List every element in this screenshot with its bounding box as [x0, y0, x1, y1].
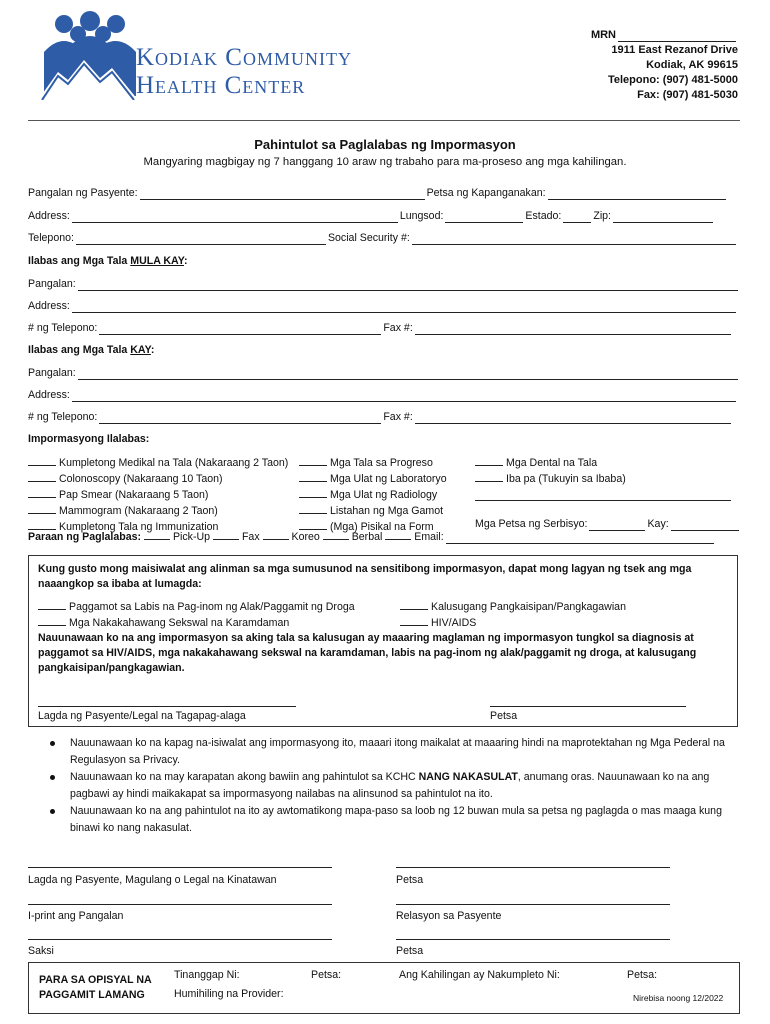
record-label: Listahan ng Mga Gamot	[330, 505, 444, 517]
record-checkbox-line[interactable]	[28, 455, 56, 466]
patient-phone-field[interactable]	[76, 233, 326, 245]
from-heading-pre: Ilabas ang Mga Tala	[28, 255, 131, 267]
service-dates-label: Mga Petsa ng Serbisyo:	[475, 518, 588, 530]
form-subtitle: Mangyaring magbigay ng 7 hanggang 10 araw ng trabaho para ma-proseso ang mga kahilingan.	[143, 156, 627, 168]
release-option-email: Email:	[414, 531, 444, 543]
header-divider	[28, 120, 740, 121]
record-option[interactable]	[28, 487, 288, 503]
to-phone-label: # ng Telepono:	[28, 411, 98, 423]
release-option-pickup: Pick-Up	[172, 531, 211, 543]
office-use-box	[28, 962, 740, 1014]
record-label: Mga Ulat ng Laboratoryo	[330, 473, 447, 485]
sensitive-option[interactable]	[400, 599, 626, 613]
patient-name-field[interactable]	[140, 188, 425, 200]
received-date-label: Petsa:	[311, 969, 342, 981]
record-checkbox-line[interactable]	[28, 487, 56, 498]
zip-field[interactable]	[613, 211, 713, 223]
to-address-field[interactable]	[72, 390, 736, 402]
record-label: Mga Tala sa Progreso	[330, 457, 433, 469]
clinic-address1: 1911 East Rezanof Drive	[611, 44, 738, 56]
record-label: Iba pa (Tukuyin sa Ibaba)	[506, 473, 626, 485]
record-checkbox-line[interactable]	[475, 455, 503, 466]
records-col2	[299, 455, 447, 535]
record-option[interactable]	[475, 471, 741, 487]
mrn-row	[498, 28, 738, 43]
fax-checkbox-line[interactable]	[213, 529, 239, 540]
to-phone-field[interactable]	[99, 412, 381, 424]
record-option[interactable]	[299, 487, 447, 503]
other-specify-field[interactable]	[475, 489, 731, 501]
bullet-text: Nauunawaan ko na ang pahintulot na ito ay awtomatikong mapa-paso sa loob ng 12 buwan mula sa petsa ng paglagda o mas maaga kung binawi ko nang nakasulat.	[70, 805, 722, 834]
bullet-text: Nauunawaan ko na kapag na-isiwalat ang impormasyong ito, maaari itong maikalat at maaaring hindi na maprotektahan ng Mga Pederal na Regulasyon sa Privacy.	[70, 737, 725, 766]
from-heading	[28, 255, 740, 269]
sensitive-label: HIV/AIDS	[431, 617, 477, 629]
record-option[interactable]	[299, 503, 447, 519]
patient-phone-row	[28, 232, 740, 246]
record-label: Kumpletong Tala ng Immunization	[59, 521, 219, 533]
release-method-label: Paraan ng Paglalabas:	[28, 531, 142, 543]
to-name-field[interactable]	[78, 368, 738, 380]
zip-label: Zip:	[593, 210, 612, 222]
patient-address-field[interactable]	[72, 211, 398, 223]
state-label: Estado:	[525, 210, 562, 222]
record-option[interactable]	[299, 471, 447, 487]
record-label: Mga Ulat ng Radiology	[330, 489, 438, 501]
relationship-label: Relasyon sa Pasyente	[396, 910, 502, 922]
completed-by-label: Ang Kahilingan ay Nakumpleto Ni:	[399, 969, 560, 981]
signature-date-line[interactable]	[396, 867, 670, 868]
print-name-line[interactable]	[28, 904, 332, 905]
provider-label: Humihiling na Provider:	[174, 988, 284, 1000]
record-checkbox-line[interactable]	[28, 471, 56, 482]
sensitive-intro: Kung gusto mong maisiwalat ang alinman sa mga sumusunod na sensitibong impormasyon, dapat mong lagyan ng tsek ang mga naaangkop sa ibaba at lumagda:	[38, 563, 692, 590]
clinic-address2: Kodiak, AK 99615	[646, 59, 738, 71]
office-use-line2: PAGGAMIT LAMANG	[39, 989, 145, 1001]
record-checkbox-line[interactable]	[299, 455, 327, 466]
patient-address-label: Address:	[28, 210, 70, 222]
verbal-checkbox-line[interactable]	[323, 529, 349, 540]
from-heading-emph: MULA KAY	[130, 255, 185, 267]
sensitive-label: Paggamot sa Labis na Pag-inom ng Alak/Paggamit ng Droga	[69, 601, 355, 613]
sensitive-info-box	[28, 555, 738, 727]
from-name-label: Pangalan:	[28, 278, 76, 290]
bullet-dot	[50, 741, 55, 746]
from-phone-row	[28, 322, 740, 336]
patient-signature-label: Lagda ng Pasyente, Magulang o Legal na Kinatawan	[28, 874, 277, 886]
patient-address-row	[28, 210, 740, 224]
to-fax-label: Fax #:	[383, 411, 413, 423]
sensitive-option[interactable]	[400, 615, 476, 629]
record-checkbox-line[interactable]	[299, 471, 327, 482]
clinic-phone: Telepono: (907) 481-5000	[607, 74, 738, 86]
witness-date-line[interactable]	[396, 939, 670, 940]
to-fax-field[interactable]	[415, 412, 731, 424]
sensitive-checkbox-line[interactable]	[400, 615, 428, 626]
record-label: Mga Dental na Tala	[506, 457, 598, 469]
mrn-field[interactable]	[618, 30, 736, 42]
record-label: (Mga) Pisikal na Form	[330, 521, 434, 533]
release-option-verbal: Berbal	[351, 531, 383, 543]
clinic-fax: Fax: (907) 481-5030	[637, 89, 738, 101]
office-use-line1: PARA SA OPISYAL NA	[39, 974, 152, 986]
witness-date-label: Petsa	[396, 945, 424, 957]
bullet2-post: , anumang oras. Nauunawaan ko na ang pagbawi ay hindi maikakapat sa impormasyong nailabas na alinsunod sa pahintulot na ito.	[70, 771, 710, 800]
city-field[interactable]	[445, 211, 523, 223]
release-option-fax: Fax	[241, 531, 260, 543]
email-checkbox-line[interactable]	[385, 529, 411, 540]
patient-signature-line[interactable]	[28, 867, 332, 868]
patient-phone-label: Telepono:	[28, 232, 74, 244]
from-heading-post: :	[184, 255, 188, 267]
to-name-label: Pangalan:	[28, 367, 76, 379]
records-col3	[475, 455, 741, 532]
from-fax-field[interactable]	[415, 323, 731, 335]
completed-date-label: Petsa:	[627, 969, 658, 981]
sensitive-checkbox-line[interactable]	[38, 599, 66, 610]
from-fax-label: Fax #:	[383, 322, 413, 334]
record-option[interactable]	[299, 455, 447, 471]
sensitive-label: Mga Nakakahawang Sekswal na Karamdaman	[69, 617, 290, 629]
signature-date-label: Petsa	[396, 874, 424, 886]
record-option[interactable]	[475, 455, 741, 471]
people-logo-icon	[38, 8, 138, 100]
sensitive-statement: Nauunawaan ko na ang impormasyon sa aking tala sa kalusugan ay maaaring maglaman ng impormasyon tungkol sa diagnosis at paggamot sa HIV/AIDS, mga nakakahawang sekswal na karamdaman, labis na pag-inom ng alak/paggamit ng droga, at kalusugang pangkaisipan/pangkagawian.	[38, 632, 697, 674]
records-heading: Impormasyong Ilalabas:	[28, 433, 150, 445]
record-checkbox-line[interactable]	[28, 503, 56, 514]
record-checkbox-line[interactable]	[299, 487, 327, 498]
sensitive-checkbox-line[interactable]	[400, 599, 428, 610]
witness-label: Saksi	[28, 945, 54, 957]
to-heading-emph: KAY	[130, 344, 151, 356]
bullet-dot	[50, 775, 55, 780]
logo	[38, 8, 388, 100]
sensitive-date-label: Petsa	[490, 710, 518, 722]
to-heading-pre: Ilabas ang Mga Tala	[28, 344, 131, 356]
to-address-label: Address:	[28, 389, 70, 401]
bullet2-pre: Nauunawaan ko na may karapatan akong bawiin ang pahintulot sa KCHC	[70, 771, 419, 783]
ssn-label: Social Security #:	[327, 232, 410, 244]
from-name-field[interactable]	[78, 279, 738, 291]
dob-field[interactable]	[548, 188, 726, 200]
mail-checkbox-line[interactable]	[263, 529, 289, 540]
bullet-text-2	[70, 769, 738, 803]
bullet-dot	[50, 809, 55, 814]
print-name-label: I-print ang Pangalan	[28, 910, 124, 922]
from-address-row	[28, 300, 740, 314]
city-label: Lungsod:	[399, 210, 444, 222]
records-col1	[28, 455, 288, 535]
record-label: Kumpletong Medikal na Tala (Nakaraang 2 Taon)	[59, 457, 289, 469]
revision-note: Nirebisa noong 12/2022	[633, 993, 724, 1003]
patient-name-label: Pangalan ng Pasyente:	[28, 187, 138, 199]
sensitive-signature-label: Lagda ng Pasyente/Legal na Tagapag-alaga	[38, 710, 246, 722]
record-label: Mammogram (Nakaraang 2 Taon)	[59, 505, 218, 517]
received-by-label: Tinanggap Ni:	[174, 969, 240, 981]
clinic-contact	[498, 28, 738, 103]
record-checkbox-line[interactable]	[475, 471, 503, 482]
pickup-checkbox-line[interactable]	[144, 529, 170, 540]
ssn-field[interactable]	[412, 233, 736, 245]
to-heading-post: :	[150, 344, 155, 356]
release-method-row	[28, 529, 740, 543]
to-heading	[28, 344, 740, 358]
sensitive-signature-line[interactable]	[38, 706, 296, 707]
from-name-row	[28, 278, 740, 292]
record-checkbox-line[interactable]	[299, 503, 327, 514]
sensitive-date-line[interactable]	[490, 706, 686, 707]
witness-line[interactable]	[28, 939, 332, 940]
service-to-label: Kay:	[647, 518, 669, 530]
relationship-line[interactable]	[396, 904, 670, 905]
org-name-line1: Kodiak Community	[136, 44, 352, 71]
sensitive-label: Kalusugang Pangkaisipan/Pangkagawian	[431, 601, 626, 613]
sensitive-checkbox-line[interactable]	[38, 615, 66, 626]
release-option-mail: Koreo	[291, 531, 320, 543]
bullet2-bold: NANG NAKASULAT	[418, 771, 518, 783]
to-phone-row	[28, 411, 740, 425]
email-field[interactable]	[446, 532, 714, 544]
org-name-line2: Health Center	[136, 72, 306, 99]
to-name-row	[28, 367, 740, 381]
record-option[interactable]	[28, 471, 288, 487]
from-address-field[interactable]	[72, 301, 736, 313]
record-label: Colonoscopy (Nakaraang 10 Taon)	[59, 473, 223, 485]
office-use-label	[39, 973, 152, 1003]
state-field[interactable]	[563, 211, 591, 223]
patient-name-row	[28, 187, 740, 201]
from-phone-label: # ng Telepono:	[28, 322, 98, 334]
record-option[interactable]	[28, 503, 288, 519]
record-label: Pap Smear (Nakaraang 5 Taon)	[59, 489, 209, 501]
from-phone-field[interactable]	[99, 323, 381, 335]
sensitive-option[interactable]	[38, 615, 289, 629]
sensitive-option[interactable]	[38, 599, 355, 613]
record-option[interactable]	[28, 455, 288, 471]
dob-label: Petsa ng Kapanganakan:	[426, 187, 546, 199]
form-title: Pahintulot sa Paglalabas ng Impormasyon	[254, 137, 516, 152]
mrn-label: MRN	[590, 29, 616, 41]
from-address-label: Address:	[28, 300, 70, 312]
to-address-row	[28, 389, 740, 403]
